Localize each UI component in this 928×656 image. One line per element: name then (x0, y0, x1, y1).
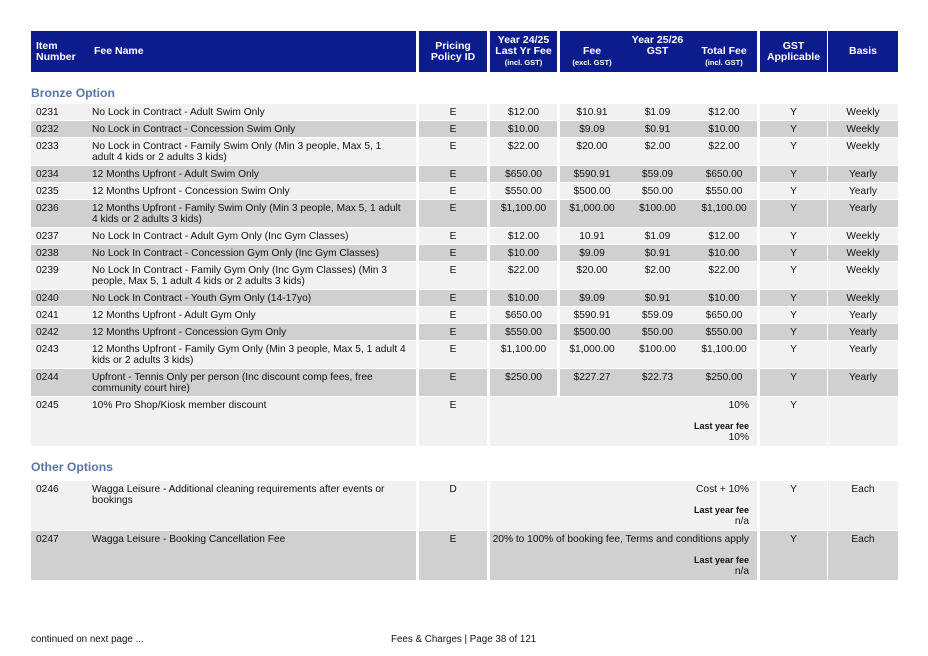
cell-fee: $227.27 (557, 369, 624, 397)
table-row: 0245 10% Pro Shop/Kiosk member discount E 10% Last year fee 10% Y (31, 397, 898, 447)
cell-item: 0244 (31, 369, 86, 397)
cell-name: 12 Months Upfront - Concession Gym Only (86, 324, 416, 341)
cell-last: $10.00 (487, 121, 557, 138)
cell-gst: $2.00 (624, 262, 691, 290)
cell-total: $10.00 (691, 290, 757, 307)
value-text: Cost + 10% (696, 484, 749, 495)
cell-basis: Weekly (827, 290, 898, 307)
cell-name: No Lock In Contract - Adult Gym Only (Inc Gym Classes) (86, 228, 416, 245)
cell-gst: $2.00 (624, 138, 691, 166)
header-last-yr-fee: Year 24/25 Last Yr Fee (incl. GST) (487, 31, 557, 72)
cell-name: No Lock In Contract - Family Gym Only (Inc Gym Classes) (Min 3 people, Max 5, 1 adult 4 kids or 2 adults 3 kids) (86, 262, 416, 290)
cell-policy: E (416, 245, 487, 262)
cell-fee: $9.09 (557, 121, 624, 138)
cell-name: 12 Months Upfront - Adult Swim Only (86, 166, 416, 183)
cell-item: 0231 (31, 104, 86, 121)
cell-basis: Yearly (827, 369, 898, 397)
cell-total: $650.00 (691, 307, 757, 324)
cell-gst: $1.09 (624, 228, 691, 245)
cell-applicable: Y (757, 121, 827, 138)
cell-name: 12 Months Upfront - Concession Swim Only (86, 183, 416, 200)
cell-gst: $100.00 (624, 200, 691, 228)
cell-basis: Yearly (827, 307, 898, 324)
cell-applicable: Y (757, 307, 827, 324)
cell-name: Upfront - Tennis Only per person (Inc discount comp fees, free community court hire) (86, 369, 416, 397)
cell-policy: E (416, 341, 487, 369)
fees-table (31, 31, 898, 581)
cell-gst: $22.73 (624, 369, 691, 397)
cell-fee: $500.00 (557, 183, 624, 200)
table-row (31, 166, 898, 183)
cell-fee: $20.00 (557, 262, 624, 290)
cell-gst: $0.91 (624, 121, 691, 138)
cell-policy: E (416, 307, 487, 324)
cell-basis: Weekly (827, 245, 898, 262)
cell-fee: $590.91 (557, 166, 624, 183)
cell-policy: E (416, 369, 487, 397)
cell-fee: $9.09 (557, 290, 624, 307)
cell-applicable: Y (757, 369, 827, 397)
cell-total: $22.00 (691, 262, 757, 290)
header-fee-name: Fee Name (86, 31, 416, 72)
cell-last: $1,100.00 (487, 341, 557, 369)
table-row (31, 245, 898, 262)
cell-last: $650.00 (487, 166, 557, 183)
table-row: 0246 Wagga Leisure - Additional cleaning requirements after events or bookings D Cost + 10% Last year fee n/a Y Each (31, 481, 898, 531)
cell-fee: $590.91 (557, 307, 624, 324)
table-row (31, 307, 898, 324)
cell-gst: $0.91 (624, 290, 691, 307)
cell-policy: E (416, 262, 487, 290)
cell-fee: $9.09 (557, 245, 624, 262)
cell-last: $550.00 (487, 183, 557, 200)
table-row (31, 183, 898, 200)
last-year-label: Last year fee (693, 421, 749, 431)
cell-last: $10.00 (487, 290, 557, 307)
cell-policy: E (416, 290, 487, 307)
cell-gst: $59.09 (624, 307, 691, 324)
table-row (31, 262, 898, 290)
section-bronze (31, 72, 898, 102)
cell-applicable: Y (757, 262, 827, 290)
cell-applicable: Y (757, 324, 827, 341)
cell-applicable: Y (757, 183, 827, 200)
continued-note: continued on next page ... (31, 634, 144, 645)
table-row: 0247 Wagga Leisure - Booking Cancellation Fee E 20% to 100% of booking fee, Terms and conditions apply Last year fee n/a Y Each (31, 531, 898, 581)
cell-basis: Yearly (827, 183, 898, 200)
cell-basis: Yearly (827, 200, 898, 228)
table-row (31, 228, 898, 245)
cell-item: 0240 (31, 290, 86, 307)
table-row (31, 138, 898, 166)
cell-basis: Yearly (827, 341, 898, 369)
section-title: Other Options (31, 460, 113, 474)
cell-policy: E (416, 138, 487, 166)
cell-total: $22.00 (691, 138, 757, 166)
cell-item: 0232 (31, 121, 86, 138)
cell-name: 12 Months Upfront - Family Swim Only (Min 3 people, Max 5, 1 adult 4 kids or 2 adults 3 kids) (86, 200, 416, 228)
header-pricing-policy: Pricing Policy ID (416, 31, 487, 72)
cell-name: No Lock in Contract - Adult Swim Only (86, 104, 416, 121)
cell-policy: E (416, 104, 487, 121)
cell-item: 0236 (31, 200, 86, 228)
cell-last: $12.00 (487, 228, 557, 245)
cell-last: $22.00 (487, 262, 557, 290)
cell-gst: $59.09 (624, 166, 691, 183)
table-row (31, 200, 898, 228)
cell-total: $250.00 (691, 369, 757, 397)
table-row (31, 290, 898, 307)
cell-gst: $1.09 (624, 104, 691, 121)
cell-last: $12.00 (487, 104, 557, 121)
cell-item: 0234 (31, 166, 86, 183)
table-row (31, 104, 898, 121)
header-item-number: Item Number (31, 31, 86, 72)
table-row (31, 369, 898, 397)
cell-fee: $500.00 (557, 324, 624, 341)
cell-total: $550.00 (691, 183, 757, 200)
cell-gst: $0.91 (624, 245, 691, 262)
cell-name: No Lock in Contract - Concession Swim Only (86, 121, 416, 138)
cell-total: $10.00 (691, 121, 757, 138)
last-year-label: Last year fee (693, 555, 749, 565)
header-gst: Year 25/26 GST (624, 31, 691, 72)
value-text: 20% to 100% of booking fee, Terms and conditions apply (492, 534, 749, 545)
cell-total: $1,100.00 (691, 200, 757, 228)
cell-basis: Weekly (827, 138, 898, 166)
cell-fee: $1,000.00 (557, 200, 624, 228)
value-cell (487, 397, 757, 447)
cell-basis: Weekly (827, 262, 898, 290)
cell-applicable: Y (757, 138, 827, 166)
value-cell (487, 531, 757, 581)
cell-fee: $1,000.00 (557, 341, 624, 369)
cell-item: 0243 (31, 341, 86, 369)
last-year-value: 10% (728, 432, 749, 443)
cell-item: 0233 (31, 138, 86, 166)
cell-item: 0235 (31, 183, 86, 200)
table-row (31, 341, 898, 369)
cell-name: 12 Months Upfront - Adult Gym Only (86, 307, 416, 324)
cell-basis: Weekly (827, 228, 898, 245)
cell-name: No Lock In Contract - Concession Gym Only (Inc Gym Classes) (86, 245, 416, 262)
cell-applicable: Y (757, 245, 827, 262)
header-basis: Basis (827, 31, 898, 72)
cell-fee: 10.91 (557, 228, 624, 245)
last-year-label: Last year fee (693, 505, 749, 515)
page-number: Fees & Charges | Page 38 of 121 (391, 634, 537, 645)
cell-fee: $20.00 (557, 138, 624, 166)
cell-gst: $100.00 (624, 341, 691, 369)
cell-applicable: Y (757, 104, 827, 121)
cell-last: $550.00 (487, 324, 557, 341)
header-gst-applicable: GST Applicable (757, 31, 827, 72)
cell-applicable: Y (757, 341, 827, 369)
cell-basis: Yearly (827, 166, 898, 183)
cell-item: 0242 (31, 324, 86, 341)
table-header (31, 31, 898, 72)
cell-policy: E (416, 183, 487, 200)
cell-policy: E (416, 166, 487, 183)
bronze-rows (31, 104, 898, 397)
cell-fee: $10.91 (557, 104, 624, 121)
cell-item: 0238 (31, 245, 86, 262)
cell-policy: E (416, 324, 487, 341)
cell-applicable: Y (757, 290, 827, 307)
cell-applicable: Y (757, 228, 827, 245)
cell-last: $1,100.00 (487, 200, 557, 228)
cell-last: $650.00 (487, 307, 557, 324)
cell-gst: $50.00 (624, 183, 691, 200)
cell-item: 0239 (31, 262, 86, 290)
cell-item: 0241 (31, 307, 86, 324)
cell-last: $22.00 (487, 138, 557, 166)
cell-name: No Lock In Contract - Youth Gym Only (14-17yo) (86, 290, 416, 307)
cell-total: $12.00 (691, 104, 757, 121)
cell-name: No Lock in Contract - Family Swim Only (Min 3 people, Max 5, 1 adult 4 kids or 2 adults 3 kids) (86, 138, 416, 166)
cell-total: $550.00 (691, 324, 757, 341)
cell-last: $10.00 (487, 245, 557, 262)
cell-policy: E (416, 200, 487, 228)
cell-basis: Yearly (827, 324, 898, 341)
cell-item: 0237 (31, 228, 86, 245)
cell-policy: E (416, 121, 487, 138)
cell-gst: $50.00 (624, 324, 691, 341)
cell-last: $250.00 (487, 369, 557, 397)
value-cell (487, 481, 757, 531)
header-fee: Fee (excl. GST) (557, 31, 624, 72)
table-row (31, 324, 898, 341)
cell-name: 12 Months Upfront - Family Gym Only (Min 3 people, Max 5, 1 adult 4 kids or 2 adults 3 kids) (86, 341, 416, 369)
cell-basis: Weekly (827, 104, 898, 121)
cell-total: $12.00 (691, 228, 757, 245)
last-year-value: n/a (734, 516, 749, 527)
last-year-value: n/a (734, 566, 749, 577)
table-row (31, 121, 898, 138)
cell-total: $650.00 (691, 166, 757, 183)
cell-total: $10.00 (691, 245, 757, 262)
cell-basis: Weekly (827, 121, 898, 138)
header-total-fee: Total Fee (incl. GST) (691, 31, 757, 72)
section-title: Bronze Option (31, 86, 115, 100)
cell-applicable: Y (757, 166, 827, 183)
cell-applicable: Y (757, 200, 827, 228)
section-other (31, 447, 898, 477)
cell-total: $1,100.00 (691, 341, 757, 369)
value-text: 10% (728, 400, 749, 411)
cell-policy: E (416, 228, 487, 245)
